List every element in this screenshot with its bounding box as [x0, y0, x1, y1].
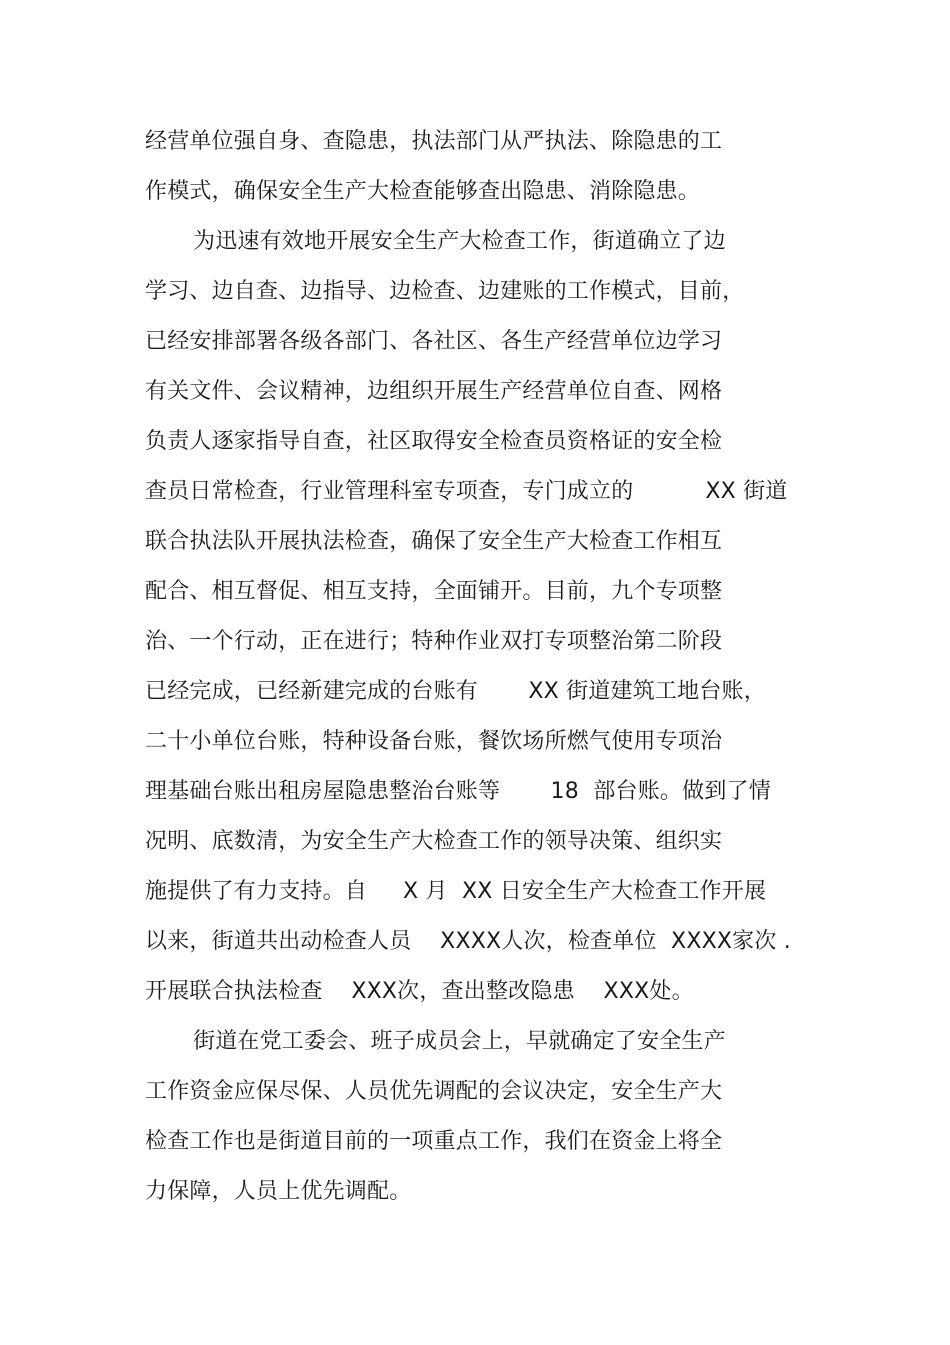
text-line: 检查工作也是街道目前的一项重点工作，我们在资金上将全: [145, 1129, 723, 1154]
text-line: 况明、底数清，为安全生产大检查工作的领导决策、组织实: [145, 829, 723, 854]
text-line: 负责人逐家指导自查，社区取得安全检查员资格证的安全检: [145, 429, 723, 454]
text-line: 查员日常检查，行业管理科室专项查，专门成立的 XX 街道: [145, 479, 788, 504]
paragraph-first-line: 街道在党工委会、班子成员会上，早就确定了安全生产: [193, 1029, 726, 1054]
text-line: 已经完成，已经新建完成的台账有 XX 街道建筑工地台账，: [145, 679, 766, 704]
text-line: 作模式，确保安全生产大检查能够查出隐患、消除隐患。: [145, 179, 701, 204]
text-line: 开展联合执法检查 XXX次，查出整改隐患 XXX处。: [145, 979, 694, 1004]
text-line: 治、一个行动，正在进行；特种作业双打专项整治第二阶段: [145, 629, 723, 654]
text-line: 力保障，人员上优先调配。: [145, 1179, 412, 1204]
text-line: 经营单位强自身、查隐患，执法部门从严执法、除隐患的工: [145, 129, 723, 154]
text-line: 配合、相互督促、相互支持，全面铺开。目前，九个专项整: [145, 579, 723, 604]
text-line: 以来，街道共出动检查人员 XXXX人次，检查单位 XXXX家次 .: [145, 929, 791, 954]
text-line: 有关文件、会议精神，边组织开展生产经营单位自查、网格: [145, 379, 723, 404]
text-line: 已经安排部署各级各部门、各社区、各生产经营单位边学习: [145, 329, 723, 354]
text-line: 理基础台账出租房屋隐患整治台账等 18 部台账。做到了情: [145, 779, 771, 804]
text-line: 施提供了有力支持。自 X 月 XX 日安全生产大检查工作开展: [145, 879, 767, 904]
paragraph-first-line: 为迅速有效地开展安全生产大检查工作，街道确立了边: [193, 229, 726, 254]
text-line: 学习、边自查、边指导、边检查、边建账的工作模式，目前，: [145, 279, 745, 304]
text-line: 工作资金应保尽保、人员优先调配的会议决定，安全生产大: [145, 1079, 723, 1104]
text-line: 二十小单位台账，特种设备台账，餐饮场所燃气使用专项治: [145, 729, 723, 754]
text-line: 联合执法队开展执法检查，确保了安全生产大检查工作相互: [145, 529, 723, 554]
